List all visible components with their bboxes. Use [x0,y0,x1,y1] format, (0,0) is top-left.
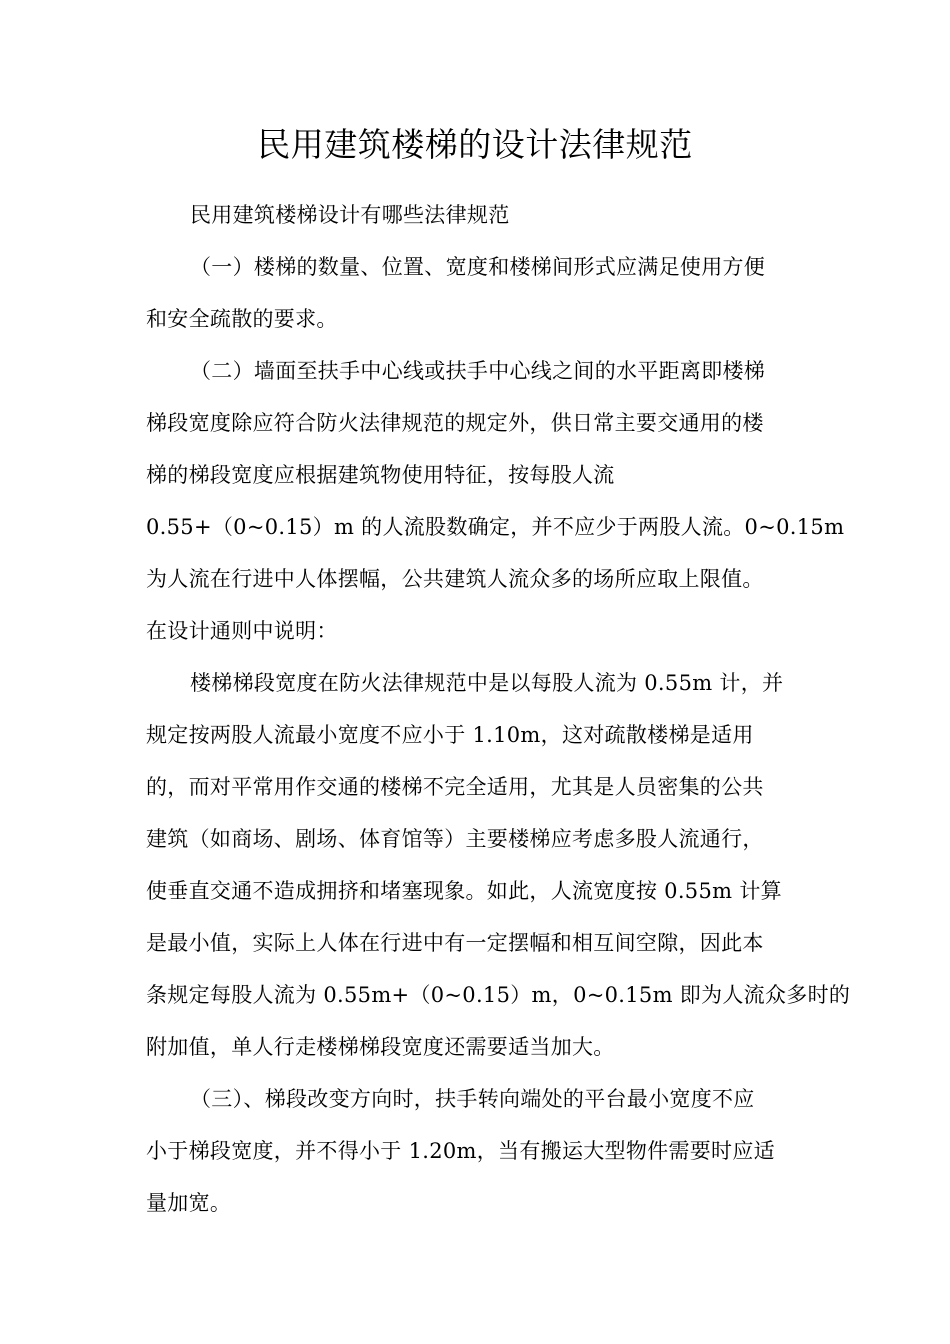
paragraph-line: 梯段宽度除应符合防火法律规范的规定外，供日常主要交通用的楼 [146,411,764,435]
paragraph-line: 和安全疏散的要求。 [146,307,338,331]
paragraph-line: （三）、梯段改变方向时，扶手转向端处的平台最小宽度不应 [190,1087,755,1111]
paragraph-line: 0.55+（0~0.15）m 的人流股数确定，并不应少于两股人流。0~0.15m [146,515,845,539]
paragraph-line: 民用建筑楼梯设计有哪些法律规范 [190,203,510,227]
paragraph-line: （一）楼梯的数量、位置、宽度和楼梯间形式应满足使用方便 [190,255,766,279]
paragraph-line: 在设计通则中说明： [146,619,338,643]
paragraph-line: 条规定每股人流为 0.55m+（0~0.15）m，0~0.15m 即为人流众多时的 [146,983,851,1007]
paragraph-line: 量加宽。 [146,1191,232,1215]
document-title: 民用建筑楼梯的设计法律规范 [257,125,693,164]
paragraph-line: 是最小值，实际上人体在行进中有一定摆幅和相互间空隙，因此本 [146,931,764,955]
paragraph-line: 小于梯段宽度，并不得小于 1.20m，当有搬运大型物件需要时应适 [146,1139,775,1163]
paragraph-line: 为人流在行进中人体摆幅，公共建筑人流众多的场所应取上限值。 [146,567,764,591]
paragraph-line: 的，而对平常用作交通的楼梯不完全适用，尤其是人员密集的公共 [146,775,764,799]
paragraph-line: 梯的梯段宽度应根据建筑物使用特征，按每股人流 [146,463,615,487]
paragraph-line: （二）墙面至扶手中心线或扶手中心线之间的水平距离即楼梯 [190,359,766,383]
paragraph-line: 规定按两股人流最小宽度不应小于 1.10m，这对疏散楼梯是适用 [146,723,754,747]
paragraph-line: 附加值，单人行走楼梯梯段宽度还需要适当加大。 [146,1035,615,1059]
paragraph-line: 楼梯梯段宽度在防火法律规范中是以每股人流为 0.55m 计，并 [190,671,784,695]
paragraph-line: 建筑（如商场、剧场、体育馆等）主要楼梯应考虑多股人流通行， [146,827,764,851]
paragraph-line: 使垂直交通不造成拥挤和堵塞现象。如此，人流宽度按 0.55m 计算 [146,879,782,903]
